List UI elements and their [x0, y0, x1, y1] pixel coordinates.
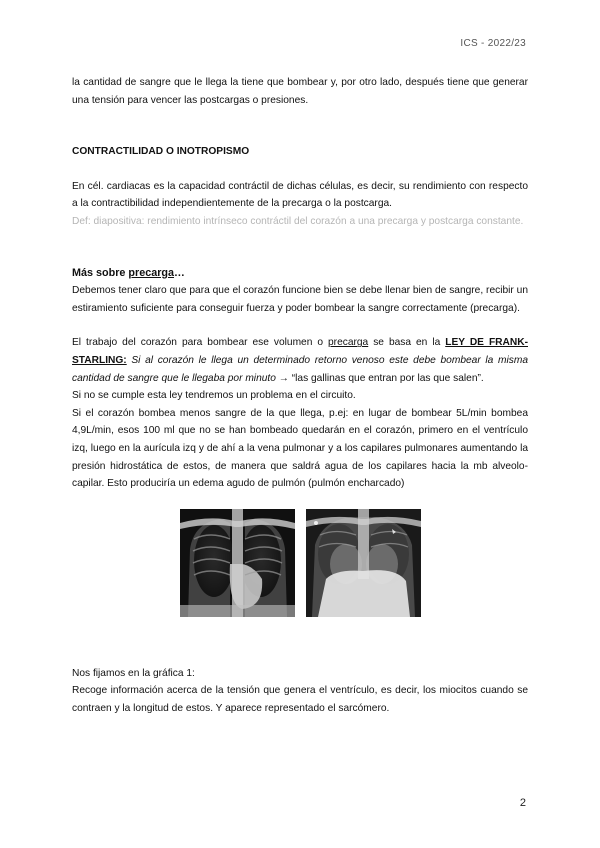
course-header: ICS - 2022/23 — [460, 38, 526, 49]
paragraph-frank-starling — [72, 334, 528, 387]
frank-starling-law: LEY DE FRANK-STARLING: — [72, 337, 528, 366]
paragraph-edema: Si el corazón bombea menos sangre de la que llega, p.ej: en lugar de bombear 5L/min bombea 4,9L/min, esos 100 ml que no se han bombeado quedarán en el corazón, primero en el ventrículo izq, luego en la aurícula izq y de ahí a la vena pulmonar y a los capilares pulmonares aumentando la presión hidrostática de estos, de manera que saldrá agua de los capilares hacia la mb alveolo-capilar. Esto produciría un edema agudo de pulmón (pulmón encharcado) — [72, 407, 528, 490]
subheading-precarga — [72, 265, 528, 283]
subheading-ellipsis: … — [174, 266, 185, 279]
definition-note: Def: diapositiva: rendimiento intrínseco contráctil del corazón a una precarga y postcarga constante. — [72, 215, 524, 227]
text-span: El trabajo del corazón para bombear ese volumen o — [72, 337, 329, 349]
precarga-underlined: precarga — [328, 337, 369, 349]
document-body — [72, 74, 528, 717]
law-quote: “las gallinas que entran por las que salen”. — [291, 372, 484, 384]
paragraph-contractilidad: En cél. cardiacas es la capacidad contráctil de dichas células, es decir, su rendimiento con respecto a la contractibilidad independientemente de la precarga o la postcarga. — [72, 180, 528, 210]
section-heading-contractilidad: CONTRACTILIDAD O INOTROPISMO — [72, 146, 250, 158]
paragraph-law-condition: Si no se cumple esta ley tendremos un problema en el circuito. — [72, 390, 356, 402]
subheading-prefix: Más sobre — [72, 266, 129, 279]
paragraph-precarga: Debemos tener claro que para que el corazón funcione bien se debe llenar bien de sangre, recibir un estiramiento suficiente para conseguir fuerza y poder bombear la sangre correctamente (precarga). — [72, 285, 528, 314]
paragraph-grafica: Nos fijamos en la gráfica 1: — [72, 667, 195, 679]
xray-normal-chest-image — [180, 509, 295, 617]
paragraph-sarcomero: Recoge información acerca de la tensión que genera el ventrículo, es decir, los miocitos cuando se contraen y la longitud de estos. Y aparece representado el sarcómero. — [72, 685, 528, 714]
paragraph-intro: la cantidad de sangre que le llega la tiene que bombear y, por otro lado, después tiene que generar una tensión para vencer las postcargas o presiones. — [72, 77, 528, 106]
page-number: 2 — [519, 797, 526, 809]
subheading-link-precarga: precarga — [128, 266, 175, 279]
law-italic-text: Si al corazón le llega un determinado retorno venoso este debe bombear la misma cantidad de sangre que le llegaba por minuto → — [72, 354, 528, 384]
xray-figures — [72, 509, 528, 617]
xray-pulmonary-edema-image — [306, 509, 421, 617]
text-span: se basa en la — [368, 337, 446, 349]
